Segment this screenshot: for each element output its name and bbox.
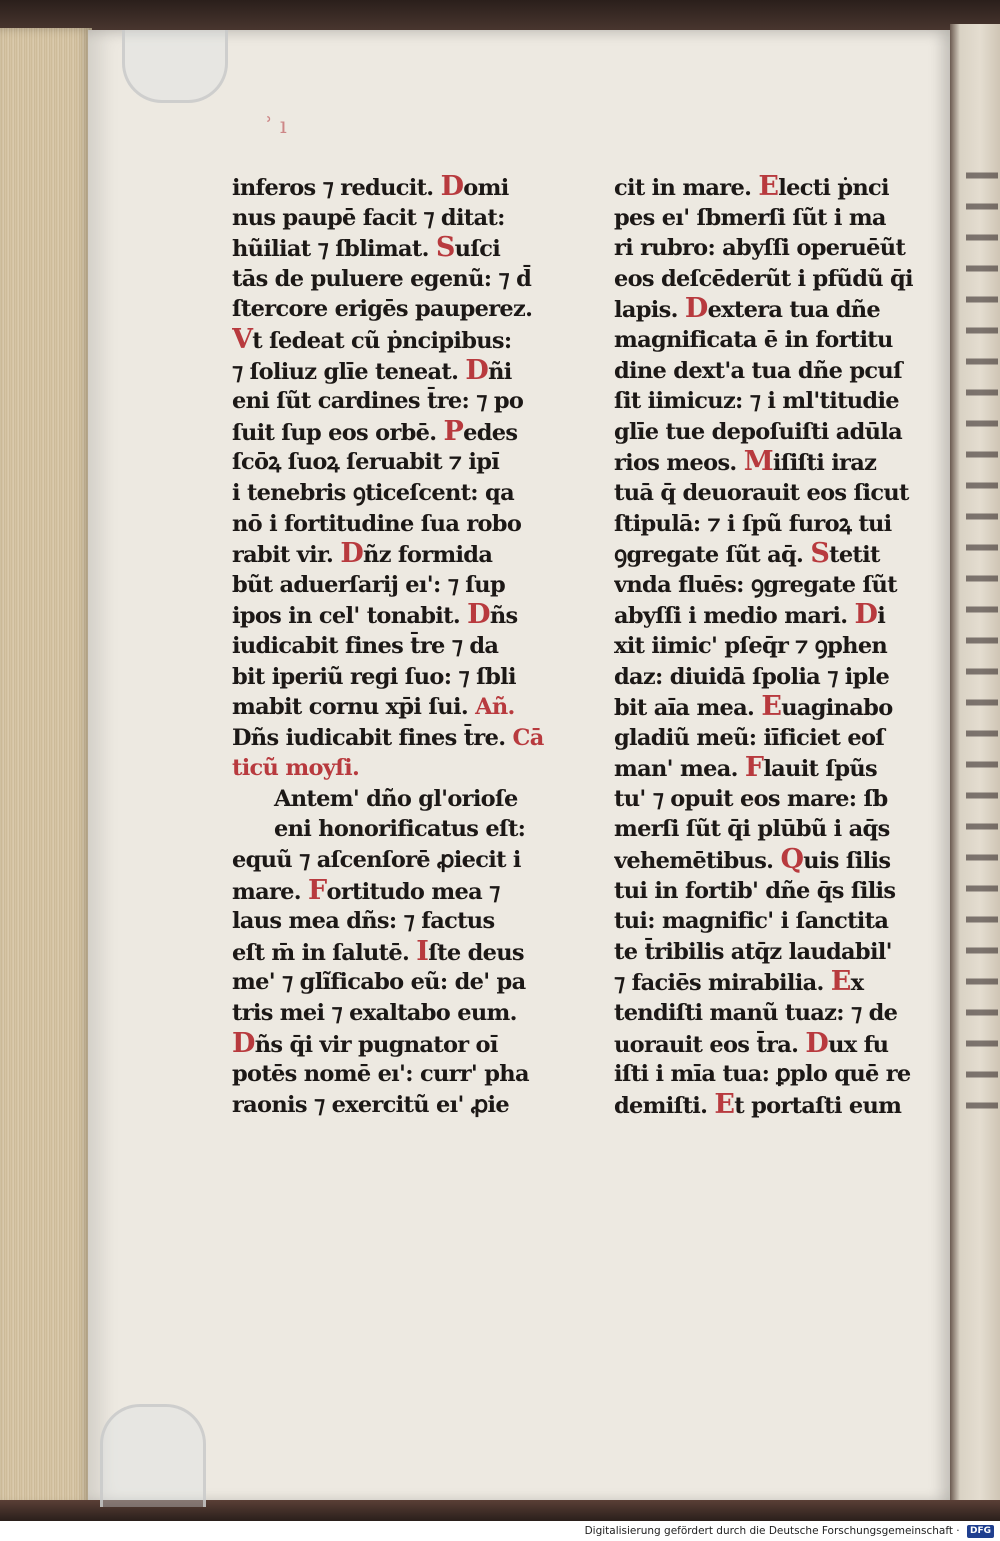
text-segment: ſcōꝝ ſuoꝝ ſeruabit bbox=[232, 449, 450, 476]
text-segment: Antem' dño gl'orioſe bbox=[274, 785, 518, 812]
text-segment: ⁊ bbox=[749, 388, 761, 415]
text-line bbox=[232, 937, 582, 968]
text-line bbox=[614, 233, 944, 264]
text-segment: eos deſcēderũt i pfũdũ q̄i bbox=[614, 265, 913, 292]
text-segment: me' bbox=[232, 969, 283, 996]
text-segment: xit iimic' pſeq̄r bbox=[614, 632, 796, 659]
text-line bbox=[614, 294, 944, 325]
text-segment: d̄ bbox=[508, 265, 532, 292]
rubric-initial: E bbox=[761, 692, 782, 723]
text-segment: potēs nomē eı': curr' pha bbox=[232, 1061, 529, 1088]
text-line bbox=[614, 356, 944, 387]
text-segment: ⁊ bbox=[476, 388, 487, 415]
text-line bbox=[232, 753, 582, 784]
text-segment: daz: diuidā ſpolia bbox=[614, 663, 828, 690]
digitization-credit-bar bbox=[0, 1521, 1000, 1541]
text-segment: ⁊ bbox=[299, 847, 310, 874]
text-segment: hũiliat bbox=[232, 236, 318, 263]
text-line bbox=[232, 631, 582, 662]
text-segment: laus mea dñs: bbox=[232, 908, 404, 935]
text-segment: reducit. bbox=[333, 175, 441, 201]
text-segment: ipos in cel' tonabit. bbox=[232, 603, 468, 630]
text-segment: bit aı̄a mea. bbox=[614, 695, 762, 722]
text-segment: ⁊ bbox=[403, 908, 415, 935]
text-segment: tris mei bbox=[232, 1000, 332, 1027]
text-segment: ⁊ bbox=[331, 1000, 342, 1027]
text-segment: ⁊ bbox=[652, 785, 664, 812]
marginal-red-mark: ʾ ı bbox=[266, 114, 287, 139]
text-segment: uis ſilis bbox=[803, 848, 891, 875]
text-line bbox=[614, 509, 944, 540]
text-line bbox=[232, 814, 582, 845]
rubric-initial: I bbox=[416, 936, 429, 967]
text-line bbox=[614, 753, 944, 784]
dfg-credit-text: Digitalisierung gefördert durch die Deutsche Forschungsgemeinschaft · bbox=[584, 1525, 960, 1537]
text-segment: ſup bbox=[458, 571, 505, 598]
text-line bbox=[232, 478, 582, 509]
text-line bbox=[614, 1059, 944, 1090]
text-segment: ſit iimicuz: bbox=[614, 388, 750, 415]
text-segment: bũt aduerſarij eı': bbox=[232, 571, 448, 598]
text-segment: t portaſti eum bbox=[734, 1092, 902, 1119]
text-segment: ortitudo mea bbox=[326, 878, 490, 905]
text-line bbox=[614, 172, 944, 203]
rubric-initial: F bbox=[744, 753, 764, 784]
rubric-text: ticũ moyſi. bbox=[232, 755, 360, 782]
text-column-left bbox=[232, 172, 582, 1120]
text-line bbox=[232, 998, 582, 1029]
text-segment: i tenebris ꝯticeſcent: qa bbox=[232, 479, 514, 506]
text-line bbox=[232, 967, 582, 998]
text-segment: ri rubro: abyſſi operuēũt bbox=[614, 235, 906, 262]
text-line bbox=[232, 294, 582, 325]
text-segment: lapis. bbox=[614, 297, 685, 324]
rubric-initial: D bbox=[854, 600, 878, 631]
text-segment: vehemētibus. bbox=[614, 848, 781, 875]
text-line bbox=[614, 264, 944, 295]
text-segment: tās de puluere egenũ: bbox=[232, 265, 499, 292]
text-segment: mare. bbox=[232, 878, 309, 905]
facing-page-strip bbox=[950, 24, 1000, 1504]
text-line bbox=[614, 967, 944, 998]
text-segment: equũ bbox=[232, 847, 300, 874]
rubric-initial: D bbox=[467, 600, 490, 631]
text-segment: iſti i mīa tua: ꝑplo quē re bbox=[614, 1061, 911, 1088]
text-segment: nus paupē facit bbox=[232, 204, 424, 231]
rubric-initial: D bbox=[684, 294, 708, 325]
text-segment: magnificata ē in fortitu bbox=[614, 326, 893, 353]
text-line bbox=[232, 723, 582, 754]
text-line bbox=[614, 417, 944, 448]
text-segment: ⁊ bbox=[614, 970, 625, 997]
text-segment: iple bbox=[837, 663, 890, 690]
text-segment: merſi ſũt q̄i plūbũ i aq̄s bbox=[614, 816, 890, 843]
text-line bbox=[232, 1090, 582, 1121]
text-segment: glīe tue depoſuiſti adūla bbox=[614, 418, 902, 445]
text-segment: ⁊ bbox=[451, 632, 463, 659]
text-segment: iudicabit fines t̄re bbox=[232, 632, 452, 659]
text-line bbox=[232, 233, 582, 264]
text-segment: dine dext'a tua dñe pcuſ bbox=[614, 357, 903, 384]
rubric-initial: F bbox=[308, 875, 327, 906]
text-segment: eſt m̄ in ſalutē. bbox=[232, 939, 417, 966]
text-segment: ſuit ſup eos orbē. bbox=[232, 419, 444, 446]
text-segment: gladiũ meũ: iīficiet eoſ bbox=[614, 724, 885, 751]
text-line bbox=[232, 876, 582, 907]
text-segment: tuā q̄ deuorauit eos ſicut bbox=[614, 479, 909, 506]
text-segment: omi bbox=[463, 175, 509, 201]
text-segment: opuit eos mare: ſb bbox=[663, 785, 888, 812]
text-segment: ⁊ bbox=[232, 358, 243, 385]
text-line bbox=[232, 264, 582, 295]
rubric-initial: E bbox=[758, 172, 779, 202]
text-segment: bit iperiũ regi ſuo: bbox=[232, 663, 459, 690]
text-line bbox=[614, 1090, 944, 1121]
text-segment: eni honorificatus eſt: bbox=[274, 816, 526, 843]
text-segment: demiſti. bbox=[614, 1092, 715, 1119]
text-segment: ñs bbox=[489, 603, 518, 630]
text-line bbox=[614, 570, 944, 601]
text-segment: i bbox=[877, 603, 886, 630]
text-line bbox=[232, 509, 582, 540]
rubric-initial: S bbox=[810, 539, 830, 570]
text-line bbox=[614, 1029, 944, 1060]
text-line bbox=[232, 784, 582, 815]
rubric-initial: E bbox=[714, 1089, 735, 1120]
text-segment: ñs q̄i vir pugnator oı̄ bbox=[254, 1031, 498, 1058]
text-line bbox=[614, 814, 944, 845]
text-segment: exaltabo eum. bbox=[341, 1000, 517, 1027]
text-segment: te t̄ribilis atq̄z laudabil' bbox=[614, 938, 892, 965]
text-line bbox=[614, 600, 944, 631]
text-segment: ux fu bbox=[828, 1031, 889, 1058]
text-segment: ipı̄ bbox=[461, 449, 500, 476]
rubric-initial: D bbox=[465, 355, 489, 386]
text-line bbox=[614, 692, 944, 723]
rubric-text: Añ. bbox=[475, 694, 515, 721]
text-segment: eni ſũt cardines t̄re: bbox=[232, 388, 477, 415]
text-segment: exercitũ eı' ꝓie bbox=[324, 1091, 509, 1118]
page-edges bbox=[0, 28, 92, 1506]
rubric-initial: D bbox=[440, 172, 464, 202]
text-line bbox=[232, 1059, 582, 1090]
text-segment: ſblimat. bbox=[328, 236, 436, 263]
text-line bbox=[232, 417, 582, 448]
text-line bbox=[614, 937, 944, 968]
text-column-right bbox=[614, 172, 944, 1120]
dfg-logo: DFG bbox=[967, 1525, 994, 1538]
text-segment: lecti ṗnci bbox=[778, 175, 889, 201]
text-segment: ⁊ bbox=[498, 265, 509, 292]
text-line bbox=[614, 478, 944, 509]
text-line bbox=[614, 662, 944, 693]
text-segment: ⁊ bbox=[322, 175, 334, 201]
text-line bbox=[232, 906, 582, 937]
text-segment: edes bbox=[463, 419, 518, 446]
text-line bbox=[232, 447, 582, 478]
text-segment: tu' bbox=[614, 785, 653, 812]
text-segment: ꝯgregate ſũt aq̄. bbox=[614, 542, 811, 569]
page-clip-bottom bbox=[100, 1404, 206, 1507]
text-line bbox=[232, 356, 582, 387]
text-segment: inferos bbox=[232, 175, 323, 201]
text-segment: ⁊ bbox=[850, 1000, 862, 1027]
text-segment: aſcenſorē ꝓiecit i bbox=[309, 847, 521, 874]
rubric-initial: D bbox=[232, 1028, 255, 1059]
text-line bbox=[614, 876, 944, 907]
text-segment: cit in mare. bbox=[614, 175, 759, 201]
text-segment: i ſpũ furoꝝ tui bbox=[719, 510, 892, 537]
text-segment: ſbli bbox=[468, 663, 516, 690]
page-clip-top bbox=[122, 30, 228, 103]
text-line bbox=[232, 662, 582, 693]
text-line bbox=[614, 203, 944, 234]
text-line bbox=[614, 998, 944, 1029]
text-segment: tui: magnific' i ſanctita bbox=[614, 908, 889, 935]
text-segment: ñi bbox=[488, 358, 512, 385]
text-line bbox=[232, 1029, 582, 1060]
text-segment: ſoliuz glīe teneat. bbox=[242, 358, 466, 385]
text-segment: ⁊ bbox=[449, 449, 462, 476]
text-segment: ⁊ bbox=[282, 969, 293, 996]
text-segment: t ſedeat cũ ṗncipibus: bbox=[252, 327, 512, 354]
text-segment: rabit vir. bbox=[232, 542, 341, 569]
text-segment: ſtercore erigēs pauperez. bbox=[232, 296, 533, 323]
text-segment: ⁊ bbox=[489, 878, 500, 905]
text-segment: pes eı' ſbmerſi ſũt i ma bbox=[614, 204, 886, 231]
text-segment: x bbox=[850, 970, 864, 997]
text-segment: vnda fluēs: ꝯgregate ſũt bbox=[614, 571, 897, 598]
rubric-initial: M bbox=[743, 447, 773, 478]
text-segment: uſci bbox=[454, 236, 501, 263]
text-segment: de bbox=[861, 1000, 898, 1027]
text-segment: ditat: bbox=[433, 204, 505, 231]
text-segment: ſte deus bbox=[428, 939, 524, 966]
text-segment: raonis bbox=[232, 1091, 314, 1118]
rubric-initial: D bbox=[805, 1028, 829, 1059]
text-segment: lauit ſpũs bbox=[763, 756, 878, 783]
rubric-initial: E bbox=[830, 967, 851, 998]
text-segment: extera tua dñe bbox=[707, 297, 881, 324]
text-line bbox=[232, 203, 582, 234]
text-line bbox=[232, 570, 582, 601]
text-line bbox=[614, 386, 944, 417]
text-segment: ⁊ bbox=[447, 571, 459, 598]
text-segment: tui in fortib' dñe q̄s ſilis bbox=[614, 877, 896, 904]
text-line bbox=[232, 172, 582, 203]
text-segment: factus bbox=[414, 908, 495, 935]
text-line bbox=[232, 845, 582, 876]
text-segment: tendiſti manũ tuaz: bbox=[614, 1000, 851, 1027]
text-segment: ſtipulā: bbox=[614, 510, 708, 537]
text-line bbox=[614, 906, 944, 937]
text-segment: ⁊ bbox=[795, 632, 808, 659]
text-line bbox=[614, 723, 944, 754]
rubric-initial: S bbox=[435, 233, 455, 264]
text-line bbox=[232, 325, 582, 356]
text-line bbox=[232, 600, 582, 631]
text-segment: nō i fortitudine ſua robo bbox=[232, 510, 522, 537]
text-line bbox=[232, 692, 582, 723]
rubric-initial: Q bbox=[780, 845, 804, 876]
book-cover-top bbox=[0, 0, 1000, 32]
text-segment: i ml'titudie bbox=[760, 388, 899, 415]
text-segment: ñz formida bbox=[363, 542, 493, 569]
text-segment: uorauit eos t̄ra. bbox=[614, 1031, 806, 1058]
text-segment: tetit bbox=[829, 542, 880, 569]
text-segment: ⁊ bbox=[827, 663, 838, 690]
text-segment: ⁊ bbox=[458, 663, 469, 690]
text-line bbox=[614, 325, 944, 356]
text-segment: glĩficabo eũ: de' pa bbox=[292, 969, 526, 996]
text-segment: mabit cornu xp̄i ſui. bbox=[232, 694, 476, 721]
text-segment: da bbox=[462, 632, 499, 659]
text-segment: Dñs iudicabit fines t̄re. bbox=[232, 724, 513, 751]
facing-page-text-shadow bbox=[966, 154, 998, 1114]
text-line bbox=[232, 386, 582, 417]
text-line bbox=[232, 539, 582, 570]
text-segment: man' mea. bbox=[614, 756, 745, 783]
text-segment: ⁊ bbox=[707, 510, 720, 537]
text-segment: faciēs mirabilia. bbox=[624, 970, 831, 997]
text-segment: ⁊ bbox=[313, 1091, 325, 1118]
text-line bbox=[614, 447, 944, 478]
text-segment: ꝯphen bbox=[807, 632, 888, 659]
text-line bbox=[614, 539, 944, 570]
rubric-text: Cā bbox=[512, 724, 544, 751]
text-segment: rios meos. bbox=[614, 450, 744, 477]
text-line bbox=[614, 784, 944, 815]
text-segment: iſiſti iraz bbox=[772, 450, 877, 477]
rubric-initial: P bbox=[443, 416, 464, 447]
text-segment: abyſſi i medio mari. bbox=[614, 603, 855, 630]
rubric-initial: V bbox=[232, 324, 253, 355]
text-line bbox=[614, 845, 944, 876]
text-segment: uaginabo bbox=[781, 695, 893, 722]
text-segment: ⁊ bbox=[423, 204, 434, 231]
text-segment: ⁊ bbox=[317, 236, 329, 263]
text-line bbox=[614, 631, 944, 662]
text-segment: po bbox=[486, 388, 524, 415]
rubric-initial: D bbox=[340, 539, 364, 570]
